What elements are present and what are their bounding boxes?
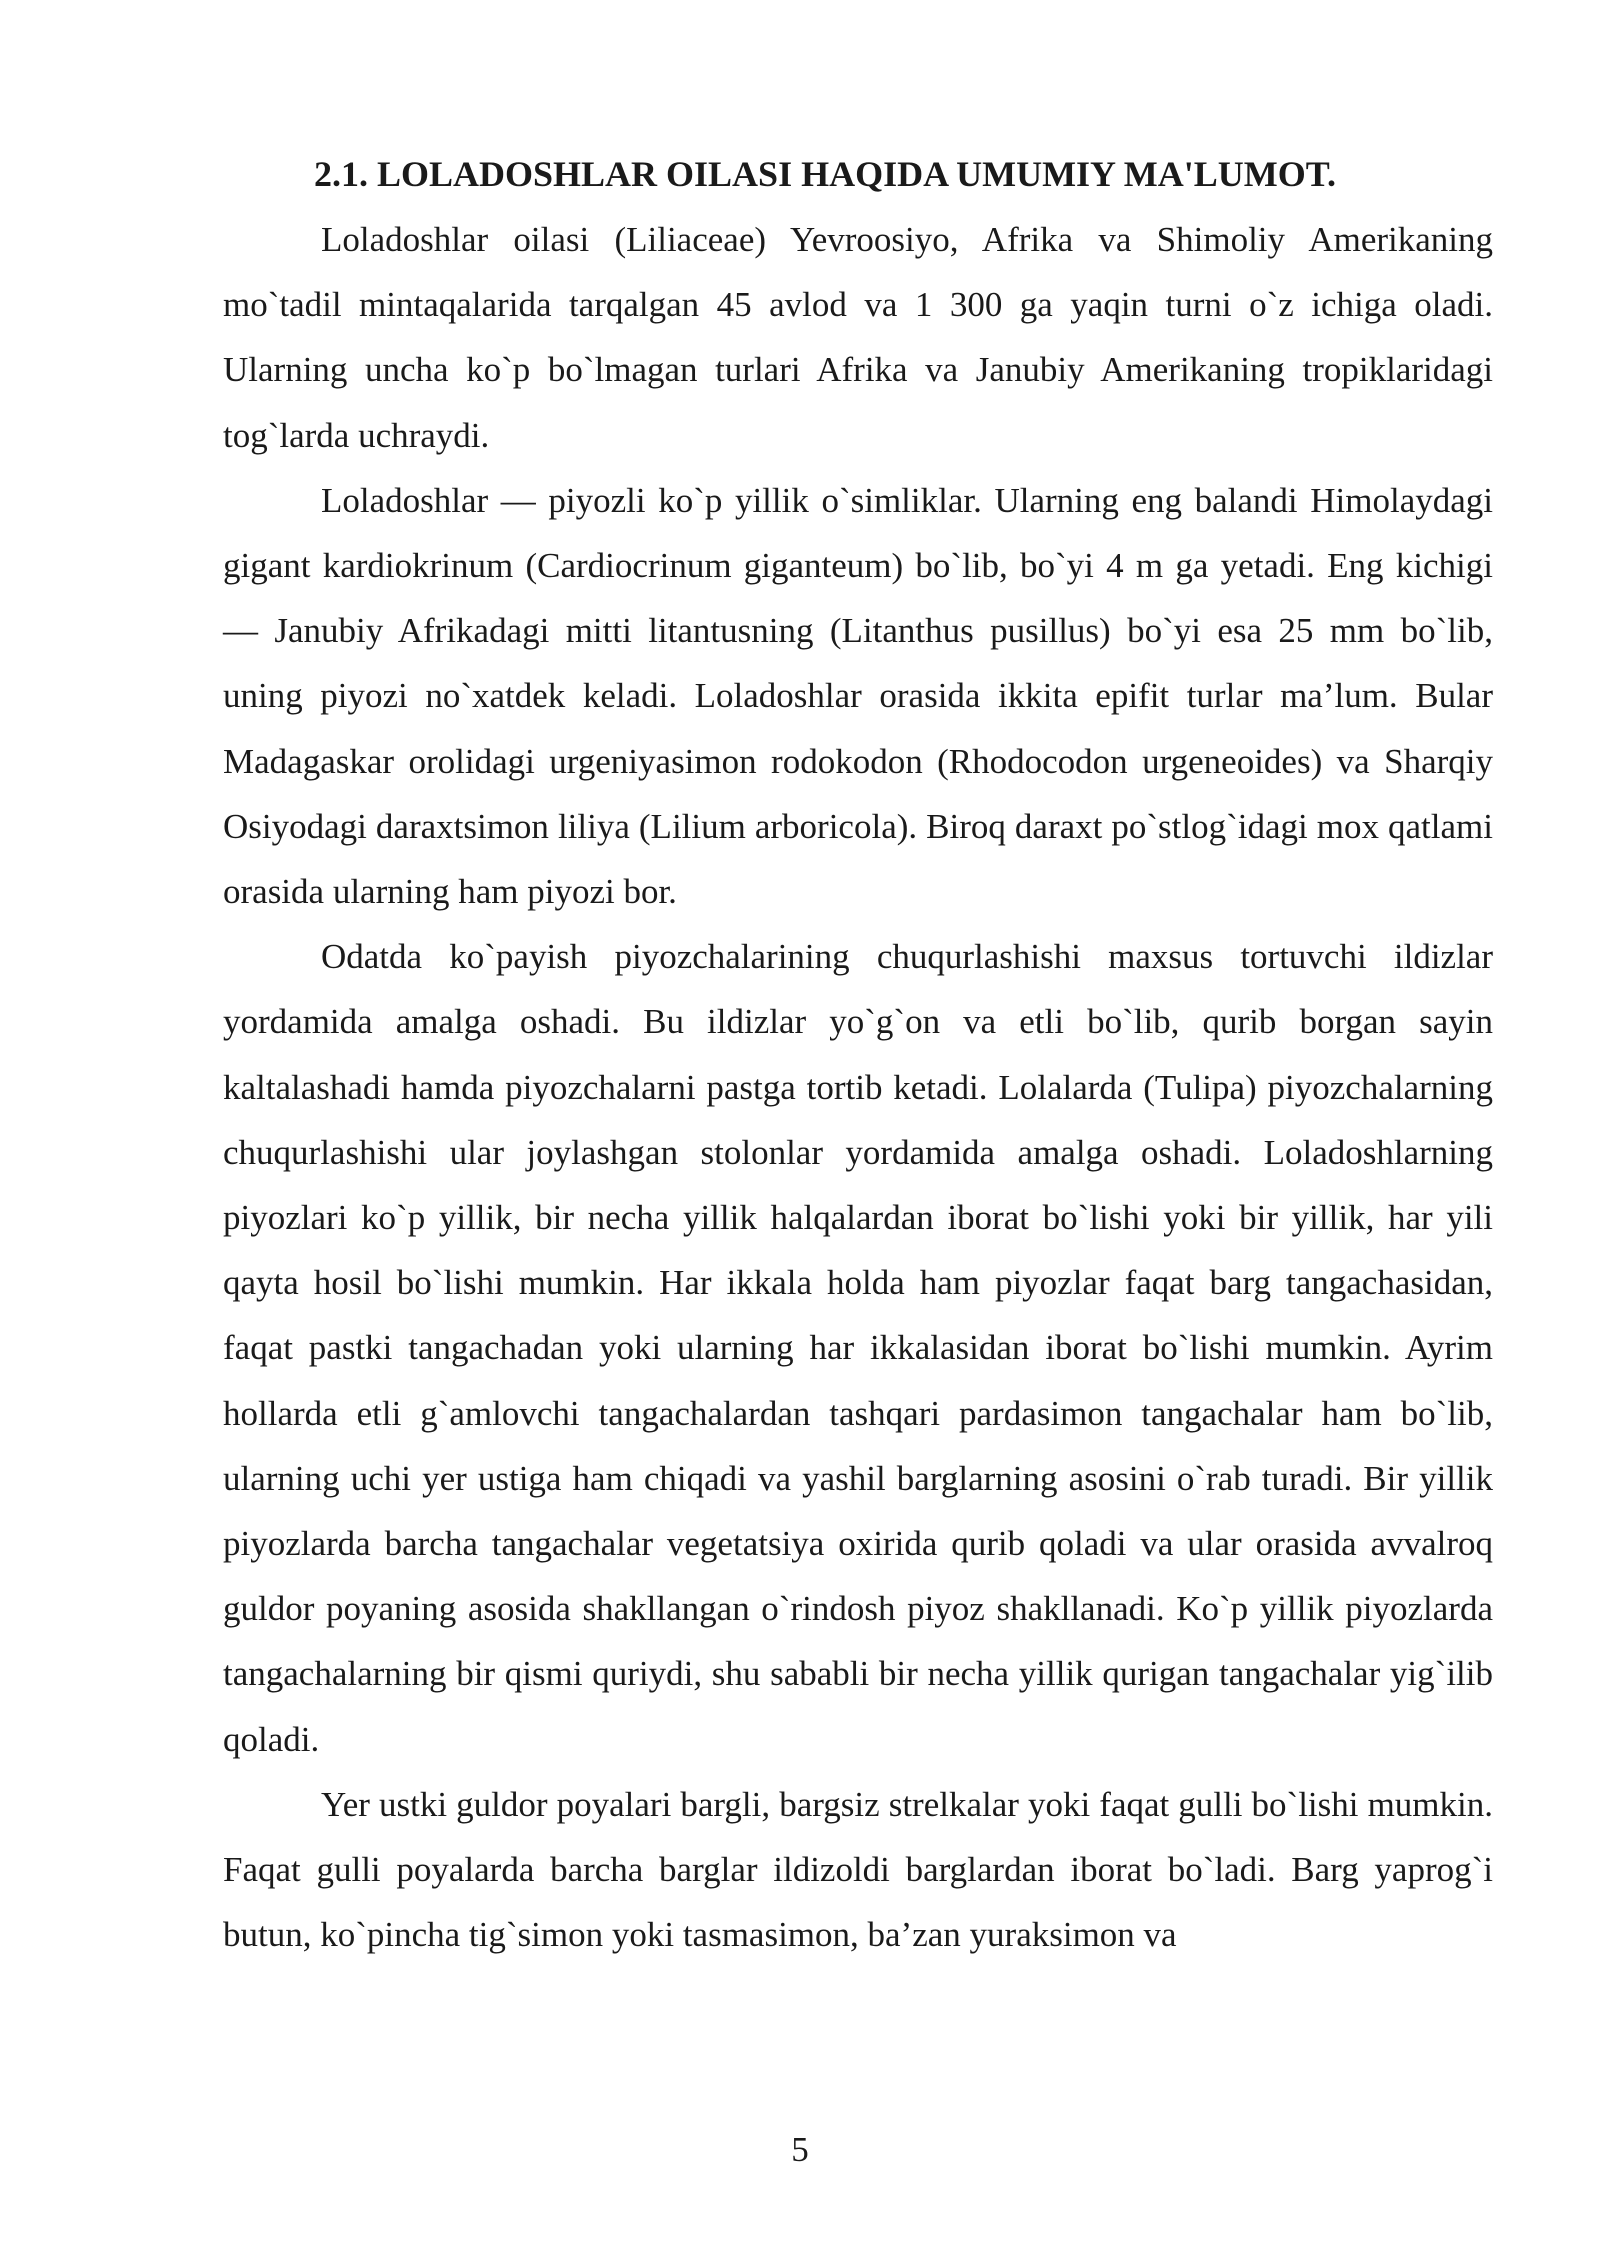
section-heading: 2.1. LOLADOSHLAR OILASI HAQIDA UMUMIY MA'LUMOT. xyxy=(313,154,1337,194)
paragraph-2: Loladoshlar — piyozli ko`p yillik o`simliklar. Ularning eng balandi Himolaydagi gigant kardiokrinum (Cardiocrinum giganteum) bo`lib, bo`yi 4 m ga yetadi. Eng kichigi — Janubiy Afrikadagi mitti litantusning (Litanthus pusillus) bo`yi esa 25 mm bo`lib, uning piyozi no`xatdek keladi. Loladoshlar orasida ikkita epifit turlar ma’lum. Bular Madagaskar orolidagi urgeniyasimon rodokodon (Rhodocodon urgeneoides) va Sharqiy Osiyodagi daraxtsimon liliya (Lilium arboricola). Biroq daraxt po`stlog`idagi mox qatlami orasida ularning ham piyozi bor. xyxy=(223,480,1493,912)
paragraph-1: Loladoshlar oilasi (Liliaceae) Yevroosiyo, Afrika va Shimoliy Amerikaning mo`tadil mintaqalarida tarqalgan 45 avlod va 1 300 ga yaqin turni o`z ichiga oladi. Ularning uncha ko`p bo`lmagan turlari Afrika va Janubiy Amerikaning tropiklaridagi tog`larda uchraydi. xyxy=(223,220,1493,455)
page-number: 5 xyxy=(791,2130,809,2169)
paragraph-4: Yer ustki guldor poyalari bargli, bargsiz strelkalar yoki faqat gulli bo`lishi mumkin. Faqat gulli poyalarda barcha barglar ildizoldi barglardan iborat bo`ladi. Barg yaprog`i butun, ko`pincha tig`simon yoki tasmasimon, ba’zan yuraksimon va xyxy=(223,1784,1493,1955)
body-text xyxy=(223,207,1493,1967)
paragraph-3: Odatda ko`payish piyozchalarining chuqurlashishi maxsus tortuvchi ildizlar yordamida amalga oshadi. Bu ildizlar yo`g`on va etli bo`lib, qurib borgan sayin kaltalashadi hamda piyozchalarni pastga tortib ketadi. Lolalarda (Tulipa) piyozchalarning chuqurlashishi ular joylashgan stolonlar yordamida amalga oshadi. Loladoshlarning piyozlari ko`p yillik, bir necha yillik halqalardan iborat bo`lishi yoki bir yillik, har yili qayta hosil bo`lishi mumkin. Har ikkala holda ham piyozlar faqat barg tangachasidan, faqat pastki tangachadan yoki ularning har ikkalasidan iborat bo`lishi mumkin. Ayrim hollarda etli g`amlovchi tangachalardan tashqari pardasimon tangachalar ham bo`lib, ularning uchi yer ustiga ham chiqadi va yashil barglarning asosini o`rab turadi. Bir yillik piyozlarda barcha tangachalar vegetatsiya oxirida qurib qoladi va ular orasida avvalroq guldor poyaning asosida shakllangan o`rindosh piyoz shakllanadi. Ko`p yillik piyozlarda tangachalarning bir qismi quriydi, shu sababli bir necha yillik qurigan tangachalar yig`ilib qoladi. xyxy=(223,937,1493,1759)
